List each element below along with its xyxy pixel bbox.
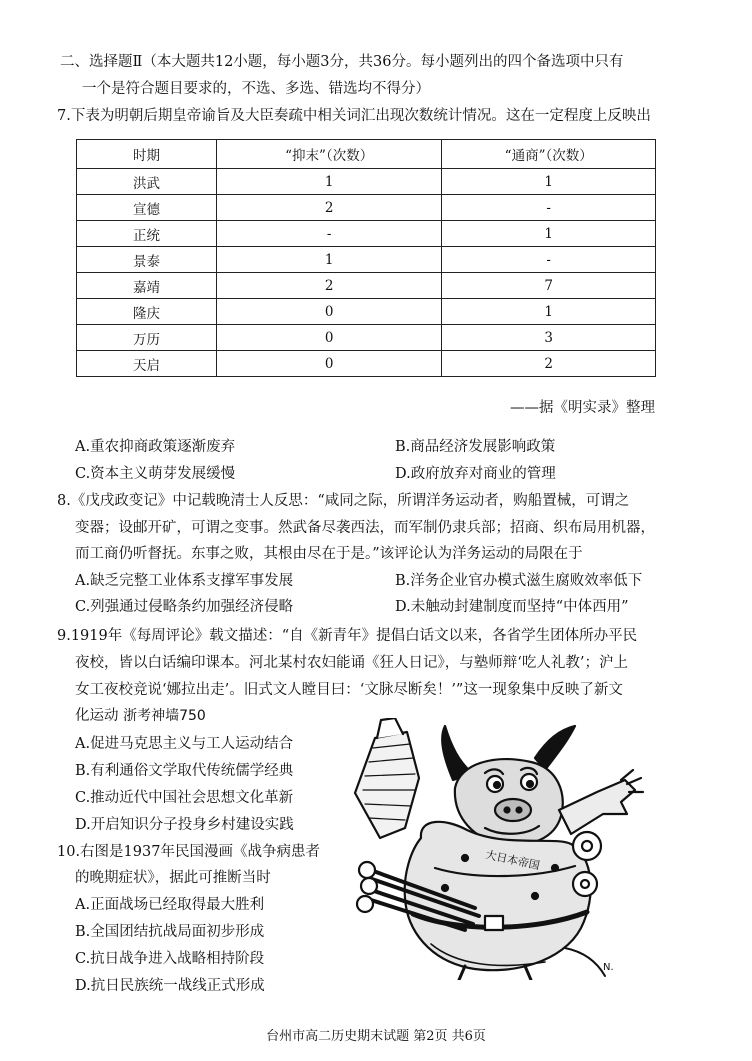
q7-option-a[interactable]: A.重农抑商政策逐渐废弃 xyxy=(75,439,236,455)
section-header-line1: 二、选择题Ⅱ（本大题共12小题，每小题3分，共36分。每小题列出的四个备选项中只有 xyxy=(60,54,624,70)
q9-option-d[interactable]: D.开启知识分子投身乡村建设实践 xyxy=(75,817,294,833)
q9-stem-line1: 9.1919年《每周评论》载文描述：“自《新青年》提倡白话文以来，各省学生团体所办平民 xyxy=(57,628,638,644)
table-cell: 嘉靖 xyxy=(77,273,217,299)
table-cell: 宣德 xyxy=(77,195,217,221)
q9-stem-line4-text: 化运动 xyxy=(75,708,119,724)
table-cell: 0 xyxy=(216,325,441,351)
q8-option-a[interactable]: A.缺乏完整工业体系支撑军事发展 xyxy=(75,573,294,589)
q10-stem-line2: 的晚期症状》，据此可推断当时 xyxy=(75,870,271,886)
table-cell: 0 xyxy=(216,299,441,325)
q9-stem-line2: 夜校，皆以白话编印课本。河北某村农妇能诵《狂人日记》，与塾师辩‘吃人礼教’；沪上 xyxy=(75,655,628,671)
q9-option-a[interactable]: A.促进马克思主义与工人运动结合 xyxy=(75,736,294,752)
q9-stem-line3: 女工夜校竞说‘娜拉出走’。旧式文人瞠目曰：‘文脉尽断矣！’”这一现象集中反映了新文 xyxy=(75,682,623,698)
table-cell: 1 xyxy=(442,169,656,195)
table-header-period: 时期 xyxy=(77,140,217,169)
q7-table xyxy=(76,139,656,377)
table-cell: 1 xyxy=(216,169,441,195)
table-cell: - xyxy=(216,221,441,247)
table-cell: 万历 xyxy=(77,325,217,351)
q10-option-d[interactable]: D.抗日民族统一战线正式形成 xyxy=(75,978,265,994)
table-cell: 1 xyxy=(442,299,656,325)
table-row xyxy=(77,273,656,299)
section-header-line2: 一个是符合题目要求的，不选、多选、错选均不得分） xyxy=(82,81,430,97)
q8-stem-line3: 而工商仍听督抚。东事之败，其根由尽在于是。”该评论认为洋务运动的局限在于 xyxy=(75,546,583,562)
table-cell: 2 xyxy=(216,273,441,299)
table-cell: 7 xyxy=(442,273,656,299)
cartoon-inscription: 大日本帝国 xyxy=(484,848,541,873)
q7-option-d[interactable]: D.政府放弃对商业的管理 xyxy=(395,466,556,482)
table-cell: 0 xyxy=(216,351,441,377)
cartoon-signature: N. xyxy=(603,962,614,973)
table-row xyxy=(77,247,656,273)
q10-option-b[interactable]: B.全国团结抗战局面初步形成 xyxy=(75,924,265,940)
table-cell: 1 xyxy=(216,247,441,273)
table-header-tongshang: “通商”（次数） xyxy=(442,140,656,169)
q10-option-c[interactable]: C.抗日战争进入战略相持阶段 xyxy=(75,951,265,967)
page-footer: 台州市高二历史期末试题 第2页 共6页 xyxy=(266,1029,486,1044)
table-cell: - xyxy=(442,195,656,221)
war-cartoon-illustration xyxy=(335,718,645,980)
q8-option-c[interactable]: C.列强通过侵略条约加强经济侵略 xyxy=(75,599,294,615)
table-row xyxy=(77,325,656,351)
table-cell: - xyxy=(442,247,656,273)
q9-option-b[interactable]: B.有利通俗文学取代传统儒学经典 xyxy=(75,763,294,779)
q7-option-b[interactable]: B.商品经济发展影响政策 xyxy=(395,439,556,455)
table-header-yimo: “抑末”（次数） xyxy=(216,140,441,169)
q9-stem-line4 xyxy=(75,706,206,726)
table-cell: 隆庆 xyxy=(77,299,217,325)
table-row xyxy=(77,169,656,195)
q7-source: ——据《明实录》整理 xyxy=(510,400,655,416)
q8-stem-line1: 8.《戊戌政变记》中记载晚清士人反思：“咸同之际，所谓洋务运动者，购船置械，可谓之 xyxy=(57,493,630,509)
table-cell: 景泰 xyxy=(77,247,217,273)
watermark: 浙考神墙750 xyxy=(123,708,206,724)
table-row xyxy=(77,195,656,221)
q8-option-b[interactable]: B.洋务企业官办模式滋生腐败效率低下 xyxy=(395,573,643,589)
table-cell: 1 xyxy=(442,221,656,247)
table-cell: 正统 xyxy=(77,221,217,247)
table-cell: 2 xyxy=(442,351,656,377)
q8-stem-line2: 变器；设邮开矿，可谓之变事。然武备尽袭西法，而军制仍隶兵部；招商、织布局用机器， xyxy=(75,520,655,536)
table-header-row xyxy=(77,140,656,169)
table-row xyxy=(77,221,656,247)
q10-option-a[interactable]: A.正面战场已经取得最大胜利 xyxy=(75,897,265,913)
table-cell: 洪武 xyxy=(77,169,217,195)
table-cell: 3 xyxy=(442,325,656,351)
q7-option-c[interactable]: C.资本主义萌芽发展缓慢 xyxy=(75,466,236,482)
table-cell: 2 xyxy=(216,195,441,221)
table-row xyxy=(77,299,656,325)
table-cell: 天启 xyxy=(77,351,217,377)
q7-stem: 7.下表为明朝后期皇帝谕旨及大臣奏疏中相关词汇出现次数统计情况。这在一定程度上反映出 xyxy=(57,108,651,124)
q8-option-d[interactable]: D.未触动封建制度而坚持“中体西用” xyxy=(395,599,629,615)
table-row xyxy=(77,351,656,377)
q9-option-c[interactable]: C.推动近代中国社会思想文化革新 xyxy=(75,790,294,806)
q10-stem-line1: 10.右图是1937年民国漫画《战争病患者 xyxy=(57,844,320,860)
